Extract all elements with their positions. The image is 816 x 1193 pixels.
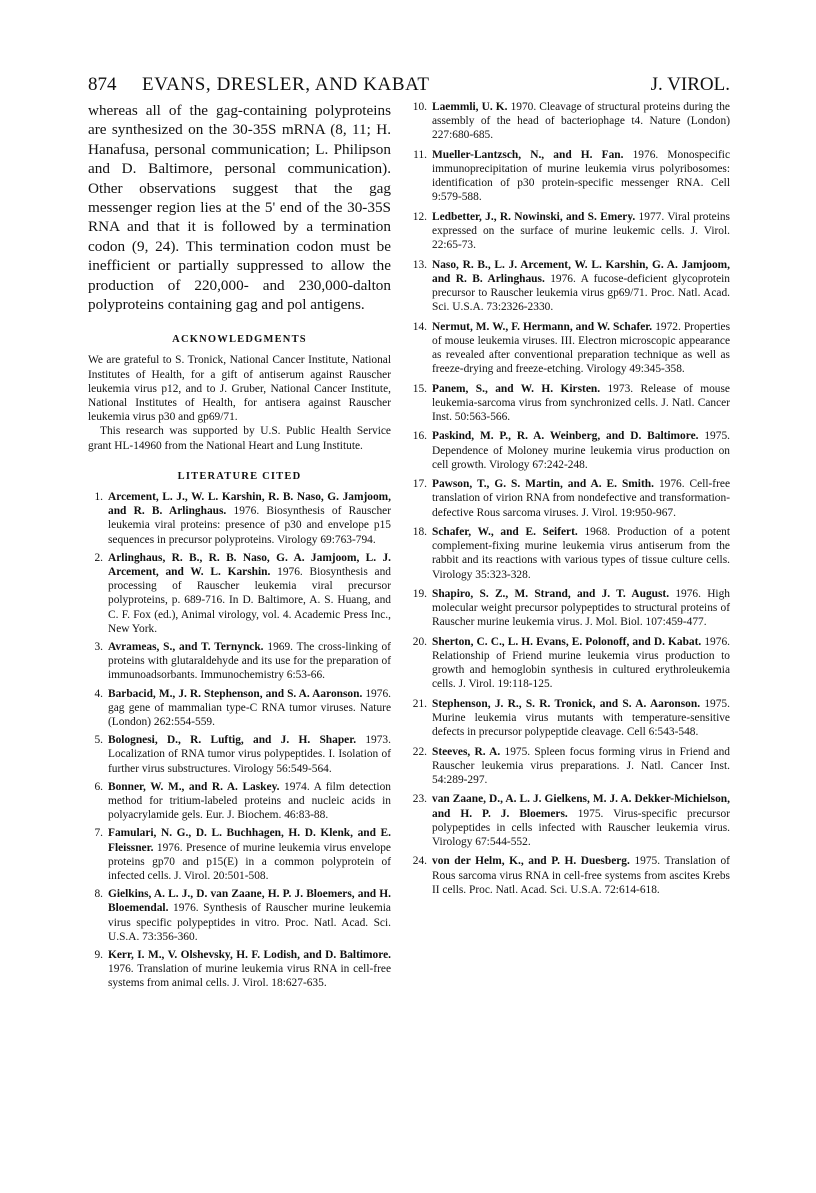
reference-authors: Arcement, L. J., W. L. Karshin, R. B. Naso, G. Jamjoom, and R. B. Arlinghaus. xyxy=(108,490,391,518)
reference-text: 1968. Production of a potent complement-fixing murine leukemia virus antiserum from the rabbit and its reactions with various types of tissue culture cells. Virology 35:323-328. xyxy=(432,525,730,581)
reference-item xyxy=(412,148,730,205)
reference-text: 1974. A film detection method for tritium-labeled proteins and nucleic acids in polyacrylamide gels. Eur. J. Biochem. 46:83-88. xyxy=(108,780,391,822)
reference-item xyxy=(412,100,730,143)
reference-number: 5. xyxy=(94,734,103,747)
acknowledgments-paragraph: We are grateful to S. Tronick, National Cancer Institute, National Institutes of Health, for a gift of antiserum against Rauscher leukemia virus p12, and to J. Gruber, National Cancer Institute, National Institutes of Health, for antisera against Rauscher leukemia virus p30 and gp69/71. xyxy=(88,354,391,424)
reference-authors: Paskind, M. P., R. A. Weinberg, and D. Baltimore. xyxy=(432,430,699,443)
reference-authors: Laemmli, U. K. xyxy=(432,101,508,113)
reference-text: 1975. Dependence of Moloney murine leukemia virus production on cell growth. Virology 67:242-248. xyxy=(432,430,730,471)
reference-number: 3. xyxy=(94,640,103,653)
left-column xyxy=(88,101,391,995)
reference-authors: von der Helm, K., and P. H. Duesberg. xyxy=(432,855,630,868)
reference-authors: Nermut, M. W., F. Hermann, and W. Schafer. xyxy=(432,320,653,333)
reference-item xyxy=(412,854,730,897)
reference-authors: Bolognesi, D., R. Luftig, and J. H. Shaper. xyxy=(108,734,357,747)
reference-item xyxy=(412,792,730,849)
reference-text: 1975. Spleen focus forming virus in Friend and Rauscher leukemia virus preparations. J. Natl. Cancer Inst. 54:289-297. xyxy=(432,745,730,786)
reference-item xyxy=(88,733,391,776)
reference-number: 10. xyxy=(412,101,427,113)
reference-text: 1976. Cell-free translation of virion RNA from nondefective and transformation-defective Rous sarcoma viruses. J. Virol. 19:950-967. xyxy=(432,478,731,519)
reference-text: 1976. Monospecific immunoprecipitation of murine leukemia virus polyribosomes: identification of p30 protein-specific messenger RNA. Cell 9:579-588. xyxy=(432,148,731,204)
reference-number: 1. xyxy=(94,490,103,503)
reference-number: 2. xyxy=(94,551,103,564)
reference-item xyxy=(88,887,391,944)
reference-number: 13. xyxy=(412,258,427,271)
running-authors: EVANS, DRESLER, AND KABAT xyxy=(142,74,430,95)
reference-authors: Stephenson, J. R., S. R. Tronick, and S. A. Aaronson. xyxy=(432,697,701,710)
reference-number: 19. xyxy=(412,587,427,600)
reference-item xyxy=(412,210,730,253)
reference-text: 1977. Viral proteins expressed on the surface of murine leukemic cells. J. Virol. 22:65-73. xyxy=(432,210,730,252)
reference-authors: Bonner, W. M., and R. A. Laskey. xyxy=(108,780,280,793)
reference-number: 11. xyxy=(413,148,427,161)
reference-authors: Steeves, R. A. xyxy=(432,745,501,758)
reference-number: 18. xyxy=(412,525,427,538)
reference-number: 23. xyxy=(412,793,427,806)
reference-number: 9. xyxy=(94,948,103,961)
reference-item xyxy=(412,635,730,692)
reference-authors: Mueller-Lantzsch, N., and H. Fan. xyxy=(432,148,624,161)
reference-text: 1975. Translation of Rous sarcoma virus RNA in cell-free systems from ascites Krebs II cells. Proc. Natl. Acad. Sci. U.S.A. 72:614-618. xyxy=(432,855,730,896)
reference-item xyxy=(88,551,391,636)
reference-text: 1976. A fucose-deficient glycoprotein precursor to Rauscher leukemia virus gp69/71. Proc. Natl. Acad. Sci. U.S.A. 73:2326-2330. xyxy=(432,272,730,314)
reference-authors: Sherton, C. C., L. H. Evans, E. Polonoff, and D. Kabat. xyxy=(432,635,702,648)
reference-text: 1976. Presence of murine leukemia virus envelope proteins gp70 and p15(E) in a common polyprotein of infected cells. J. Virol. 20:501-508. xyxy=(108,841,391,882)
reference-list-left xyxy=(88,490,391,991)
reference-item xyxy=(412,587,730,630)
reference-authors: Shapiro, S. Z., M. Strand, and J. T. August. xyxy=(432,587,670,600)
reference-number: 14. xyxy=(412,320,427,333)
reference-text: 1972. Properties of mouse leukemia viruses. III. Electron microscopic appearance as revealed after conventional preparation technique as well as freeze-drying and freeze-etching. Virology 49:345-358. xyxy=(432,320,731,376)
reference-number: 6. xyxy=(94,780,103,793)
reference-text: 1976. Synthesis of Rauscher murine leukemia virus specific polypeptides in vitro. Proc. Natl. Acad. Sci. U.S.A. 73:356-360. xyxy=(108,902,391,943)
reference-item xyxy=(412,477,730,520)
reference-authors: Arlinghaus, R. B., R. B. Naso, G. A. Jamjoom, L. J. Arcement, and W. L. Karshin. xyxy=(108,551,391,578)
reference-authors: Avrameas, S., and T. Ternynck. xyxy=(108,640,264,653)
reference-number: 12. xyxy=(412,210,427,223)
reference-item xyxy=(88,948,391,991)
reference-number: 24. xyxy=(412,855,427,868)
body-paragraph: whereas all of the gag-containing polyproteins are synthesized on the 30-35S mRNA (8, 11; H. Hanafusa, personal communication; L. Philipson and D. Baltimore, personal communication). Other observations suggest that the gag messenger region lies at the 5' end of the 30-35S RNA and that it is followed by a termination codon (9, 24). This termination codon must be inefficient or partially suppressed to allow the production of 220,000- and 230,000-dalton polyproteins containing gag and pol antigens. xyxy=(88,102,391,314)
reference-item xyxy=(412,382,730,425)
reference-authors: Gielkins, A. L. J., D. van Zaane, H. P. J. Bloemers, and H. Bloemendal. xyxy=(108,888,391,915)
reference-authors: Schafer, W., and E. Seifert. xyxy=(432,525,578,538)
reference-item xyxy=(412,525,730,582)
reference-item xyxy=(412,429,730,472)
reference-authors: Naso, R. B., L. J. Arcement, W. L. Karshin, G. A. Jamjoom, and R. B. Arlinghaus. xyxy=(432,258,730,285)
reference-text: 1976. High molecular weight precursor polypeptides to structural proteins of Rauscher murine leukemia virus. J. Mol. Biol. 107:459-477. xyxy=(432,587,730,629)
right-column xyxy=(412,100,730,902)
acknowledgments-paragraph: This research was supported by U.S. Public Health Service grant HL-14960 from the National Heart and Lung Institute. xyxy=(88,425,391,452)
reference-authors: Panem, S., and W. H. Kirsten. xyxy=(432,382,601,395)
reference-number: 22. xyxy=(412,745,427,758)
reference-item xyxy=(88,640,391,683)
reference-number: 7. xyxy=(94,827,103,840)
page-number: 874 xyxy=(88,74,117,95)
reference-item xyxy=(412,320,730,377)
reference-text: 1969. The cross-linking of proteins with glutaraldehyde and its use for the preparation of immunoadsorbants. Immunochemistry 6:53-66. xyxy=(108,640,391,682)
reference-item xyxy=(88,826,391,883)
reference-number: 21. xyxy=(412,697,427,710)
running-header xyxy=(88,74,730,96)
reference-number: 15. xyxy=(412,382,427,395)
reference-item xyxy=(412,258,730,315)
reference-text: 1976. Relationship of Friend murine leukemia virus production to growth and hemoglobin synthesis in cultured erythroleukemia cells. J. Virol. 19:118-125. xyxy=(432,635,730,691)
reference-list-right xyxy=(412,100,730,897)
reference-authors: Famulari, N. G., D. L. Buchhagen, H. D. Klenk, and E. Fleissner. xyxy=(108,827,391,854)
journal-name: J. VIROL. xyxy=(650,74,730,95)
reference-number: 17. xyxy=(412,478,427,491)
reference-authors: van Zaane, D., A. L. J. Gielkens, M. J. A. Dekker-Michielson, and H. P. J. Bloemers. xyxy=(432,793,730,820)
reference-text: 1975. Murine leukemia virus mutants with temperature-sensitive defects in precursor polypeptide cleavage. Cell 6:543-548. xyxy=(432,697,730,739)
reference-text: 1970. Cleavage of structural proteins during the assembly of the head of bacteriophage t4. Nature (London) 227:680-685. xyxy=(432,101,730,142)
reference-item xyxy=(88,687,391,730)
reference-authors: Kerr, I. M., V. Olshevsky, H. F. Lodish, and D. Baltimore. xyxy=(108,948,391,961)
reference-item xyxy=(88,490,391,547)
reference-number: 4. xyxy=(94,687,103,700)
acknowledgments-title: ACKNOWLEDGMENTS xyxy=(172,334,307,346)
reference-text: 1975. Virus-specific precursor polypeptides in cells infected with Rauscher leukemia virus. Virology 67:544-552. xyxy=(432,807,730,848)
reference-item xyxy=(88,780,391,823)
reference-authors: Ledbetter, J., R. Nowinski, and S. Emery. xyxy=(432,210,636,223)
reference-authors: Pawson, T., G. S. Martin, and A. E. Smith. xyxy=(432,478,654,491)
reference-item xyxy=(412,697,730,740)
reference-number: 16. xyxy=(412,430,427,443)
reference-authors: Barbacid, M., J. R. Stephenson, and S. A. Aaronson. xyxy=(108,687,363,700)
reference-number: 8. xyxy=(94,888,103,901)
reference-item xyxy=(412,745,730,788)
reference-number: 20. xyxy=(412,635,427,648)
reference-text: 1976. gag gene of mammalian type-C RNA tumor viruses. Nature (London) 262:554-559. xyxy=(108,687,391,728)
reference-text: 1973. Release of mouse leukemia-sarcoma virus from synchronized cells. J. Natl. Cancer Inst. 50:563-566. xyxy=(432,382,730,423)
reference-text: 1973. Localization of RNA tumor virus polypeptides. I. Isolation of further virus substructures. Virology 56:549-564. xyxy=(108,734,391,775)
reference-text: 1976. Biosynthesis and processing of Rauscher leukemia viral precursor polyproteins, p. 689-716. In D. Baltimore, A. S. Huang, and C. F. Fox (ed.), Animal virology, vol. 4. Academic Press Inc., New York. xyxy=(108,565,391,635)
reference-text: 1976. Translation of murine leukemia virus RNA in cell-free systems from animal cells. J. Virol. 18:627-635. xyxy=(108,963,391,990)
reference-text: 1976. Biosynthesis of Rauscher leukemia viral proteins: presence of p30 and envelope p15 sequences in precursor polyproteins. Virology 69:763-794. xyxy=(108,505,391,546)
literature-cited-title: LITERATURE CITED xyxy=(177,470,302,482)
